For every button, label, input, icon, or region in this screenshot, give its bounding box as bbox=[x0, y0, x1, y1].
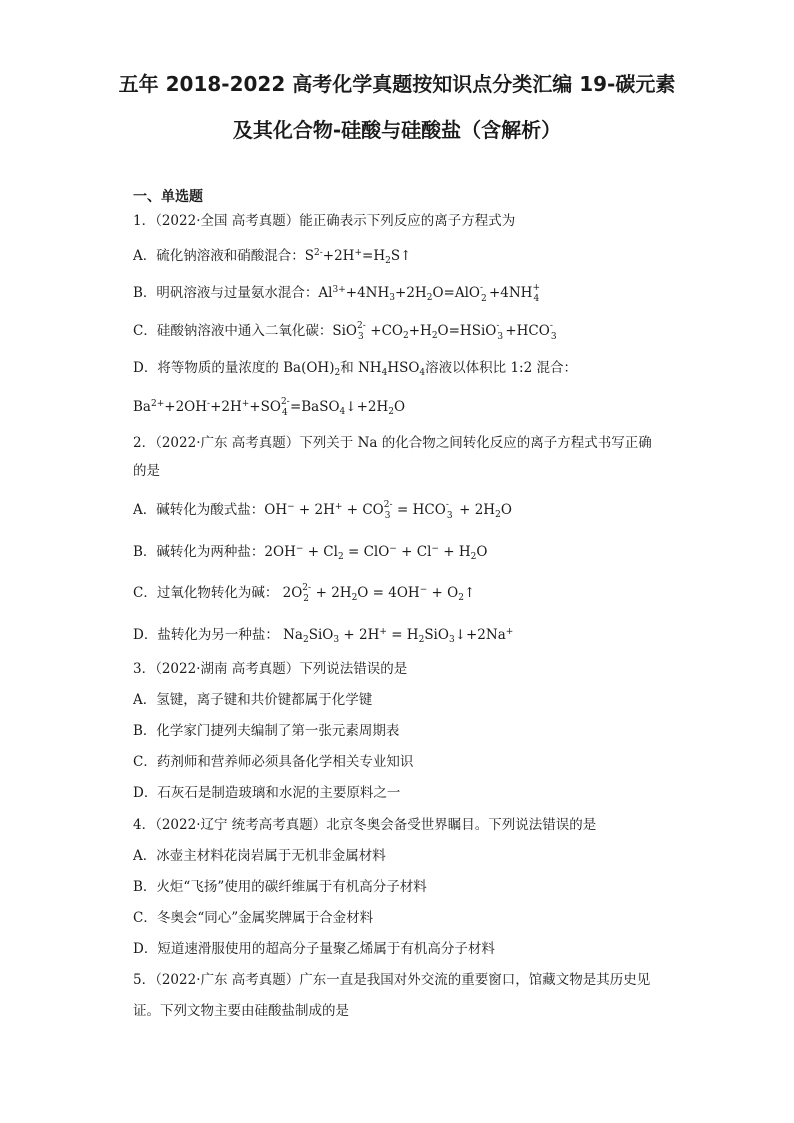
q1-stem: 1．（2022·全国 高考真题）能正确表示下列反应的离子方程式为 bbox=[133, 213, 516, 229]
q2-option-d: D．盐转化为另一种盐： $Na_2SiO_3 + 2H^+$ = $H_2SiO_3↓+2Na^+$ bbox=[133, 627, 514, 645]
q4-option-a: A．冰壶主材料花岗岩属于无机非金属材料 bbox=[133, 848, 386, 864]
q1-option-d-equation: $Ba^{2+}+2OH^-+2H^++SO$ 4 2- $=BaSO_4↓+2H_2O$ bbox=[133, 396, 406, 418]
q5-stem-line1: 5．（2022·广东 高考真题）广东一直是我国对外交流的重要窗口，馆藏文物是其历史见 bbox=[133, 972, 651, 988]
q2-stem-line2: 的是 bbox=[133, 463, 160, 479]
q1-option-a: A．硫化钠溶液和硝酸混合：$S^{2-}+2H^+=H_2S↑$ bbox=[133, 248, 412, 266]
q4-option-d: D．短道速滑服使用的超高分子量聚乙烯属于有机高分子材料 bbox=[133, 941, 495, 957]
document-title-line1: 五年 2018-2022 高考化学真题按知识点分类汇编 19-碳元素 bbox=[118, 72, 676, 96]
q2-stem-line1: 2．（2022·广东 高考真题）下列关于 Na 的化合物之间转化反应的离子方程式书写正确 bbox=[133, 435, 652, 451]
q3-option-d: D．石灰石是制造玻璃和水泥的主要原料之一 bbox=[133, 785, 401, 801]
q3-option-a: A．氢键，离子键和共价键都属于化学键 bbox=[133, 692, 373, 708]
q2-option-b: B．碱转化为两种盐：$2OH^- + Cl_2 = ClO^- + Cl^- + H_2O$ bbox=[133, 544, 488, 562]
q1-option-d: D．将等物质的量浓度的 $Ba(OH)_2$和 $NH_4HSO_4$溶液以体积比 1:2 混合： bbox=[133, 360, 577, 378]
q1-option-c: C．硅酸钠溶液中通入二氧化碳：SiO 3 2- $+CO_2+H_2O=HSiO$ 3 - +HCO 3 - bbox=[133, 320, 557, 342]
q4-stem: 4．（2022·辽宁 统考高考真题）北京冬奥会备受世界瞩目。下列说法错误的是 bbox=[133, 817, 597, 833]
q2-option-c: C．过氧化物转化为碱： 2O 2 2- + $2H_2O = 4OH^-$ + $O_2↑$ bbox=[133, 582, 476, 604]
document-title-line2: 及其化合物-硅酸与硅酸盐（含解析） bbox=[232, 118, 562, 142]
q4-option-c: C．冬奥会“同心”金属奖牌属于合金材料 bbox=[133, 910, 374, 926]
q5-stem-line2: 证。下列文物主要由硅酸盐制成的是 bbox=[133, 1003, 349, 1019]
q1-option-b: B．明矾溶液与过量氨水混合：$Al^{3+}+4NH_3+2H_2O=AlO$ 2 - +4NH 4 + bbox=[133, 282, 540, 304]
q3-option-c: C．药剂师和营养师必须具备化学相关专业知识 bbox=[133, 754, 414, 770]
q3-option-b: B．化学家门捷列夫编制了第一张元素周期表 bbox=[133, 723, 400, 739]
q4-option-b: B．火炬“飞扬”使用的碳纤维属于有机高分子材料 bbox=[133, 879, 427, 895]
q3-stem: 3．（2022·湖南 高考真题）下列说法错误的是 bbox=[133, 661, 408, 677]
q2-option-a: A．碱转化为酸式盐：OH− + 2H+ + CO 3 2- = HCO 3 - + $2H_2O$ bbox=[133, 499, 512, 521]
section-heading: 一、单选题 bbox=[133, 189, 203, 205]
